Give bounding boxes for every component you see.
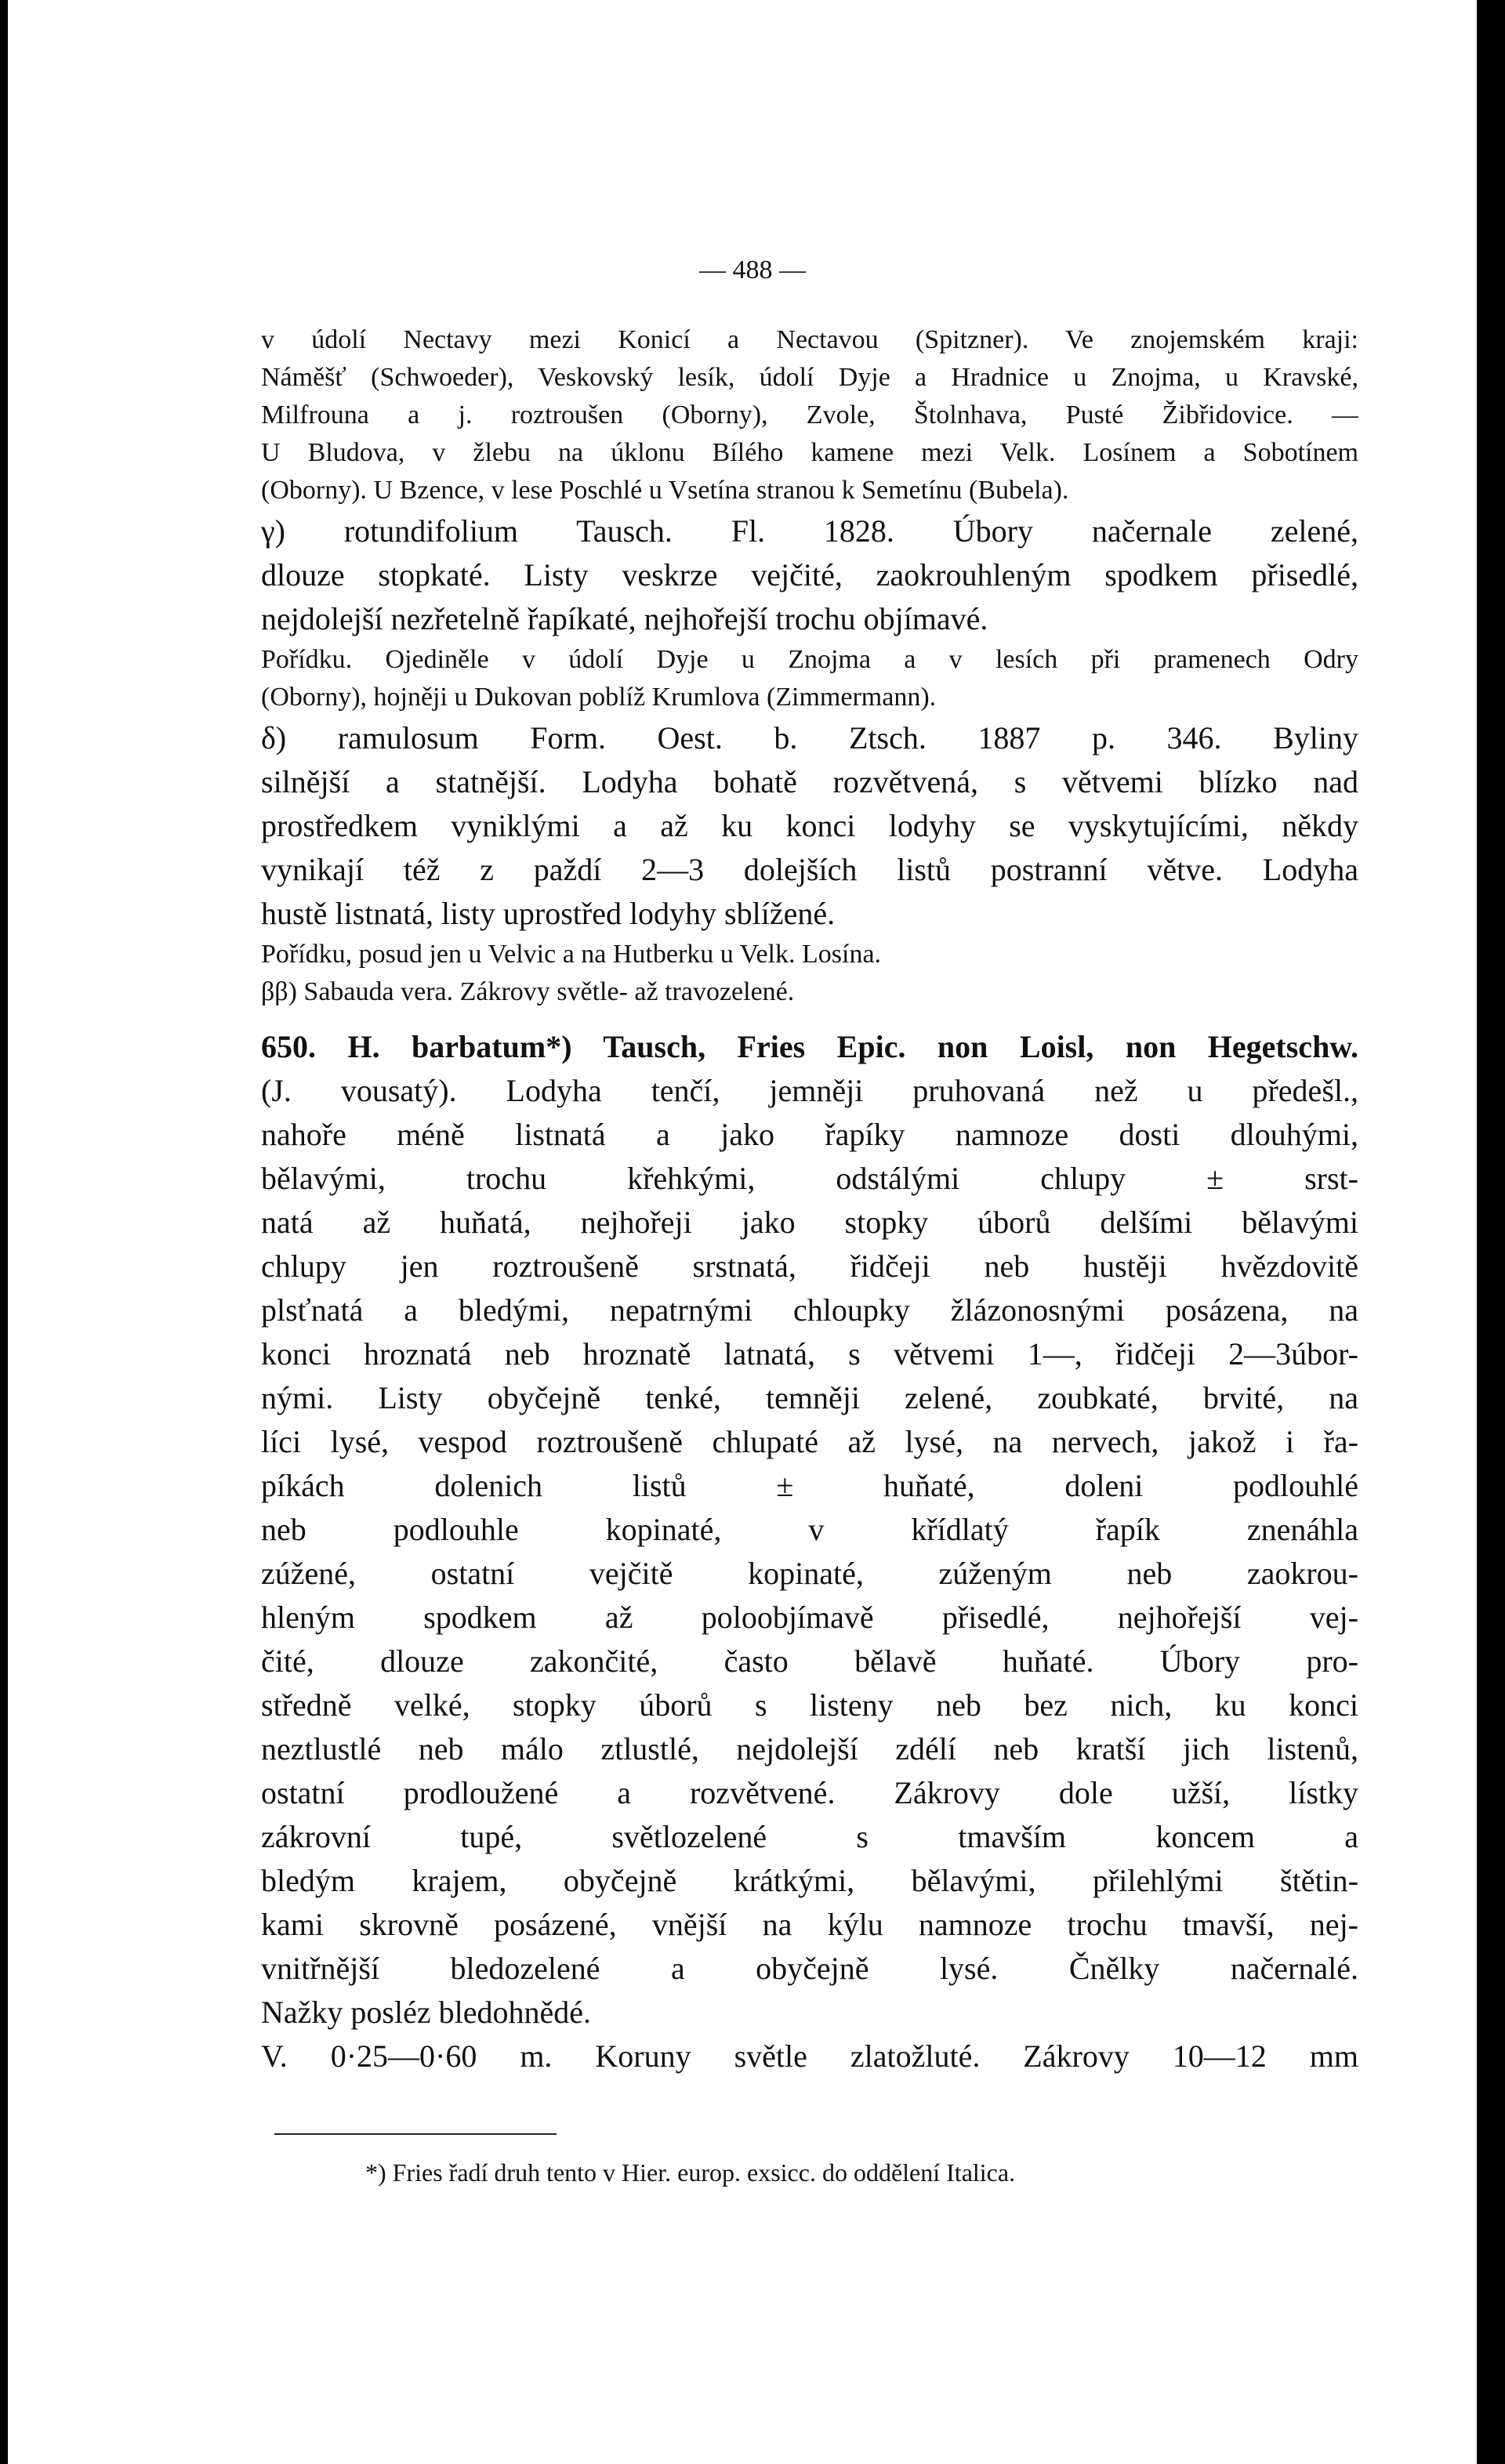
text-line: Milfrouna a j. roztroušen (Oborny), Zvole, Štolnhava, Pusté Žibřidovice. — xyxy=(261,400,1358,429)
locality-line: Pořídku. Ojediněle v údolí Dyje u Znojma a v lesích při pramenech Odry xyxy=(261,645,1358,674)
flowering-line: V. 0·25—0·60 m. Koruny světle zlatožluté. Zákrovy 10—12 mm xyxy=(261,2038,1358,2074)
scan-edge-left xyxy=(0,0,8,2464)
text-line: prostředkem vyniklými a až ku konci lodyhy se vyskytujícími, někdy xyxy=(261,808,1358,843)
text-line: líci lysé, vespod roztroušeně chlupaté až lysé, na nervech, jakož i řa- xyxy=(261,1424,1358,1459)
page-body xyxy=(261,321,1358,2078)
variety-gamma-heading: γ) rotundifolium Tausch. Fl. 1828. Úbory načernale zelené, xyxy=(261,513,1358,549)
page-number: — 488 — xyxy=(699,255,806,284)
text-line: zúžené, ostatní vejčitě kopinaté, zúženým neb zaokrou- xyxy=(261,1556,1358,1591)
text-line: neb podlouhle kopinaté, v křídlatý řapík znenáhla xyxy=(261,1512,1358,1547)
text-line: (Oborny). U Bzence, v lese Poschlé u Vsetína stranou k Semetínu (Bubela). xyxy=(261,476,1069,505)
text-line: (J. vousatý). Lodyha tenčí, jemněji pruhovaná než u předešl., xyxy=(261,1073,1358,1108)
variety-delta-heading: δ) ramulosum Form. Oest. b. Ztsch. 1887 p. 346. Byliny xyxy=(261,720,1358,756)
text-line: kami skrovně posázené, vnější na kýlu namnoze trochu tmavší, nej- xyxy=(261,1907,1358,1942)
text-line: Náměšť (Schwoeder), Veskovský lesík, údolí Dyje a Hradnice u Znojma, u Kravské, xyxy=(261,363,1358,392)
text-line: nými. Listy obyčejně tenké, temněji zelené, zoubkaté, brvité, na xyxy=(261,1380,1358,1415)
variety-beta-beta: ββ) Sabauda vera. Zákrovy světle- až travozelené. xyxy=(261,977,795,1006)
scan-edge-right xyxy=(1477,0,1505,2464)
text-line: konci hroznatá neb hroznatě latnatá, s větvemi 1—, řidčeji 2—3úbor- xyxy=(261,1336,1358,1372)
text-line: vnitřnější bledozelené a obyčejně lysé. Čnělky načernalé. xyxy=(261,1951,1358,1986)
text-line: silnější a statnější. Lodyha bohatě rozvětvená, s větvemi blízko nad xyxy=(261,764,1358,799)
text-line: natá až huňatá, nejhořeji jako stopky úborů delšími bělavými xyxy=(261,1205,1358,1240)
text-line: ostatní prodloužené a rozvětvené. Zákrovy dole užší, lístky xyxy=(261,1775,1358,1810)
text-line: hleným spodkem až poloobjímavě přisedlé, nejhořejší vej- xyxy=(261,1600,1358,1635)
text-line: píkách dolenich listů ± huňaté, doleni podlouhlé xyxy=(261,1468,1358,1503)
text-line: nejdolejší nezřetelně řapíkaté, nejhořejší trochu objímavé. xyxy=(261,601,988,636)
text-line: neztlustlé neb málo ztlustlé, nejdolejší zdélí neb kratší jich listenů, xyxy=(261,1731,1358,1766)
locality-line: Pořídku, posud jen u Velvic a na Hutberku u Velk. Losína. xyxy=(261,940,882,969)
text-line: čité, dlouze zakončité, často bělavě huňaté. Úbory pro- xyxy=(261,1643,1358,1679)
text-line: bělavými, trochu křehkými, odstálými chlupy ± srst- xyxy=(261,1161,1358,1196)
text-line: U Bludova, v žlebu na úklonu Bílého kamene mezi Velk. Losínem a Sobotínem xyxy=(261,438,1358,467)
locality-line: (Oborny), hojněji u Dukovan poblíž Krumlova (Zimmermann). xyxy=(261,683,937,712)
text-line: středně velké, stopky úborů s listeny neb bez nich, ku konci xyxy=(261,1687,1358,1723)
text-line: vynikají též z paždí 2—3 dolejších listů postranní větve. Lodyha xyxy=(261,852,1358,887)
text-line: v údolí Nectavy mezi Konicí a Nectavou (Spitzner). Ve znojemském kraji: xyxy=(261,325,1358,354)
text-line: plsťnatá a bledými, nepatrnými chloupky žlázonosnými posázena, na xyxy=(261,1292,1358,1328)
text-line: Nažky posléz bledohnědé. xyxy=(261,1995,591,2030)
text-line: nahoře méně listnatá a jako řapíky namnoze dosti dlouhými, xyxy=(261,1117,1358,1152)
text-line: zákrovní tupé, světlozelené s tmavším koncem a xyxy=(261,1819,1358,1854)
text-line: chlupy jen roztroušeně srstnatá, řidčeji neb hustěji hvězdovitě xyxy=(261,1248,1358,1284)
footnote: *) Fries řadí druh tento v Hier. europ. exsicc. do oddělení Italica. xyxy=(365,2158,1016,2187)
text-line: hustě listnatá, listy uprostřed lodyhy sblížené. xyxy=(261,896,836,931)
text-line: dlouze stopkaté. Listy veskrze vejčité, zaokrouhleným spodkem přisedlé, xyxy=(261,557,1358,592)
species-heading: 650. H. barbatum*) Tausch, Fries Epic. non Loisl, non Hegetschw. xyxy=(261,1029,1358,1064)
footnote-divider xyxy=(274,2133,557,2135)
text-line: bledým krajem, obyčejně krátkými, bělavými, přilehlými štětin- xyxy=(261,1863,1358,1898)
